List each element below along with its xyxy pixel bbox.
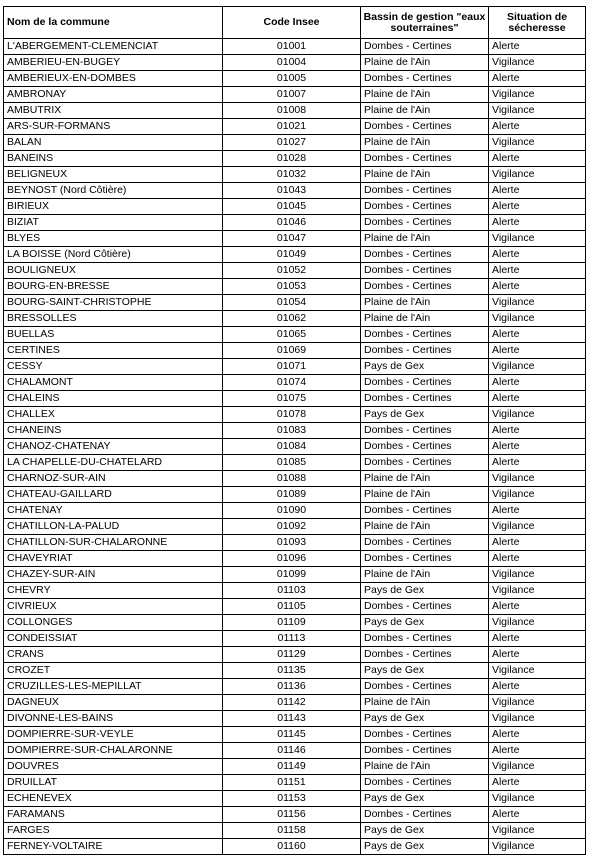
commune-name-cell: DRUILLAT: [4, 775, 223, 791]
basin-cell: Dombes - Certines: [361, 391, 489, 407]
basin-cell: Dombes - Certines: [361, 343, 489, 359]
table-row: [4, 567, 586, 583]
header-management-basin: Bassin de gestion "eaux souterraines": [361, 7, 489, 39]
commune-name-cell: ARS-SUR-FORMANS: [4, 119, 223, 135]
commune-name-cell: BELIGNEUX: [4, 167, 223, 183]
table-row: [4, 615, 586, 631]
commune-name-cell: DOUVRES: [4, 759, 223, 775]
basin-cell: Plaine de l'Ain: [361, 695, 489, 711]
insee-code-cell: 01062: [223, 311, 361, 327]
drought-status-cell: Vigilance: [489, 407, 586, 423]
insee-code-cell: 01158: [223, 823, 361, 839]
drought-status-cell: Alerte: [489, 647, 586, 663]
table-row: [4, 471, 586, 487]
table-row: [4, 455, 586, 471]
table-row: [4, 391, 586, 407]
commune-name-cell: COLLONGES: [4, 615, 223, 631]
drought-status-cell: Vigilance: [489, 55, 586, 71]
table-row: [4, 135, 586, 151]
commune-name-cell: BLYES: [4, 231, 223, 247]
commune-name-cell: BEYNOST (Nord Côtière): [4, 183, 223, 199]
insee-code-cell: 01090: [223, 503, 361, 519]
table-row: [4, 215, 586, 231]
insee-code-cell: 01078: [223, 407, 361, 423]
drought-status-cell: Alerte: [489, 247, 586, 263]
drought-status-cell: Alerte: [489, 679, 586, 695]
drought-status-cell: Vigilance: [489, 663, 586, 679]
insee-code-cell: 01007: [223, 87, 361, 103]
drought-status-cell: Alerte: [489, 391, 586, 407]
drought-status-cell: Vigilance: [489, 615, 586, 631]
commune-name-cell: CERTINES: [4, 343, 223, 359]
drought-status-cell: Vigilance: [489, 519, 586, 535]
table-row: [4, 167, 586, 183]
insee-code-cell: 01113: [223, 631, 361, 647]
basin-cell: Dombes - Certines: [361, 679, 489, 695]
drought-status-cell: Vigilance: [489, 567, 586, 583]
insee-code-cell: 01109: [223, 615, 361, 631]
drought-status-cell: Vigilance: [489, 839, 586, 855]
basin-cell: Dombes - Certines: [361, 263, 489, 279]
basin-cell: Dombes - Certines: [361, 647, 489, 663]
table-row: [4, 663, 586, 679]
drought-status-cell: Alerte: [489, 151, 586, 167]
insee-code-cell: 01103: [223, 583, 361, 599]
basin-cell: Dombes - Certines: [361, 71, 489, 87]
commune-name-cell: ECHENEVEX: [4, 791, 223, 807]
basin-cell: Pays de Gex: [361, 663, 489, 679]
insee-code-cell: 01001: [223, 39, 361, 55]
table-row: [4, 119, 586, 135]
basin-cell: Pays de Gex: [361, 583, 489, 599]
table-row: [4, 151, 586, 167]
basin-cell: Dombes - Certines: [361, 423, 489, 439]
basin-cell: Plaine de l'Ain: [361, 295, 489, 311]
commune-name-cell: CONDEISSIAT: [4, 631, 223, 647]
drought-status-cell: Vigilance: [489, 311, 586, 327]
table-row: [4, 519, 586, 535]
table-row: [4, 375, 586, 391]
basin-cell: Dombes - Certines: [361, 551, 489, 567]
basin-cell: Dombes - Certines: [361, 535, 489, 551]
insee-code-cell: 01054: [223, 295, 361, 311]
commune-name-cell: DAGNEUX: [4, 695, 223, 711]
basin-cell: Dombes - Certines: [361, 151, 489, 167]
commune-name-cell: BUELLAS: [4, 327, 223, 343]
basin-cell: Dombes - Certines: [361, 455, 489, 471]
drought-status-cell: Alerte: [489, 119, 586, 135]
basin-cell: Plaine de l'Ain: [361, 87, 489, 103]
drought-status-cell: Alerte: [489, 71, 586, 87]
commune-name-cell: CHATILLON-SUR-CHALARONNE: [4, 535, 223, 551]
insee-code-cell: 01052: [223, 263, 361, 279]
drought-status-cell: Vigilance: [489, 823, 586, 839]
basin-cell: Dombes - Certines: [361, 183, 489, 199]
drought-status-cell: Vigilance: [489, 87, 586, 103]
drought-status-cell: Alerte: [489, 375, 586, 391]
commune-name-cell: DOMPIERRE-SUR-CHALARONNE: [4, 743, 223, 759]
commune-name-cell: CHATENAY: [4, 503, 223, 519]
insee-code-cell: 01074: [223, 375, 361, 391]
commune-name-cell: AMBERIEUX-EN-DOMBES: [4, 71, 223, 87]
insee-code-cell: 01008: [223, 103, 361, 119]
table-row: [4, 71, 586, 87]
table-row: [4, 535, 586, 551]
table-row: [4, 695, 586, 711]
insee-code-cell: 01032: [223, 167, 361, 183]
drought-status-cell: Vigilance: [489, 103, 586, 119]
basin-cell: Pays de Gex: [361, 711, 489, 727]
basin-cell: Plaine de l'Ain: [361, 103, 489, 119]
table-row: [4, 743, 586, 759]
insee-code-cell: 01005: [223, 71, 361, 87]
commune-name-cell: LA BOISSE (Nord Côtière): [4, 247, 223, 263]
table-body: [4, 39, 586, 855]
commune-name-cell: CHAZEY-SUR-AIN: [4, 567, 223, 583]
commune-name-cell: CHAVEYRIAT: [4, 551, 223, 567]
table-row: [4, 87, 586, 103]
basin-cell: Dombes - Certines: [361, 215, 489, 231]
table-row: [4, 247, 586, 263]
drought-status-cell: Alerte: [489, 807, 586, 823]
basin-cell: Plaine de l'Ain: [361, 231, 489, 247]
insee-code-cell: 01149: [223, 759, 361, 775]
basin-cell: Dombes - Certines: [361, 775, 489, 791]
drought-status-cell: Alerte: [489, 215, 586, 231]
table-row: [4, 807, 586, 823]
table-row: [4, 679, 586, 695]
basin-cell: Pays de Gex: [361, 407, 489, 423]
commune-name-cell: CHALAMONT: [4, 375, 223, 391]
header-commune-name: Nom de la commune: [4, 7, 223, 39]
commune-name-cell: CHALEINS: [4, 391, 223, 407]
drought-status-cell: Vigilance: [489, 167, 586, 183]
table-row: [4, 823, 586, 839]
insee-code-cell: 01049: [223, 247, 361, 263]
basin-cell: Dombes - Certines: [361, 247, 489, 263]
commune-name-cell: AMBRONAY: [4, 87, 223, 103]
table-row: [4, 727, 586, 743]
drought-status-cell: Alerte: [489, 343, 586, 359]
basin-cell: Dombes - Certines: [361, 327, 489, 343]
table-row: [4, 503, 586, 519]
drought-status-cell: Alerte: [489, 535, 586, 551]
table-row: [4, 183, 586, 199]
insee-code-cell: 01004: [223, 55, 361, 71]
insee-code-cell: 01083: [223, 423, 361, 439]
drought-status-cell: Alerte: [489, 439, 586, 455]
commune-name-cell: CIVRIEUX: [4, 599, 223, 615]
basin-cell: Dombes - Certines: [361, 439, 489, 455]
drought-status-cell: Vigilance: [489, 487, 586, 503]
drought-status-cell: Vigilance: [489, 583, 586, 599]
commune-name-cell: CHATILLON-LA-PALUD: [4, 519, 223, 535]
drought-table-container: [3, 6, 585, 855]
insee-code-cell: 01156: [223, 807, 361, 823]
basin-cell: Dombes - Certines: [361, 743, 489, 759]
insee-code-cell: 01084: [223, 439, 361, 455]
commune-name-cell: BOURG-EN-BRESSE: [4, 279, 223, 295]
commune-name-cell: BOURG-SAINT-CHRISTOPHE: [4, 295, 223, 311]
commune-name-cell: L'ABERGEMENT-CLEMENCIAT: [4, 39, 223, 55]
insee-code-cell: 01093: [223, 535, 361, 551]
insee-code-cell: 01153: [223, 791, 361, 807]
insee-code-cell: 01160: [223, 839, 361, 855]
drought-status-cell: Alerte: [489, 39, 586, 55]
drought-status-cell: Vigilance: [489, 295, 586, 311]
basin-cell: Plaine de l'Ain: [361, 471, 489, 487]
commune-name-cell: CHANOZ-CHATENAY: [4, 439, 223, 455]
insee-code-cell: 01075: [223, 391, 361, 407]
insee-code-cell: 01046: [223, 215, 361, 231]
insee-code-cell: 01135: [223, 663, 361, 679]
basin-cell: Plaine de l'Ain: [361, 135, 489, 151]
table-row: [4, 343, 586, 359]
basin-cell: Plaine de l'Ain: [361, 759, 489, 775]
table-row: [4, 327, 586, 343]
drought-status-cell: Alerte: [489, 263, 586, 279]
insee-code-cell: 01129: [223, 647, 361, 663]
basin-cell: Dombes - Certines: [361, 631, 489, 647]
insee-code-cell: 01105: [223, 599, 361, 615]
table-row: [4, 551, 586, 567]
table-row: [4, 279, 586, 295]
commune-name-cell: LA CHAPELLE-DU-CHATELARD: [4, 455, 223, 471]
drought-status-cell: Alerte: [489, 503, 586, 519]
commune-name-cell: AMBERIEU-EN-BUGEY: [4, 55, 223, 71]
insee-code-cell: 01146: [223, 743, 361, 759]
commune-name-cell: CRANS: [4, 647, 223, 663]
basin-cell: Dombes - Certines: [361, 727, 489, 743]
insee-code-cell: 01136: [223, 679, 361, 695]
table-row: [4, 103, 586, 119]
table-row: [4, 775, 586, 791]
insee-code-cell: 01145: [223, 727, 361, 743]
insee-code-cell: 01099: [223, 567, 361, 583]
commune-name-cell: FARGES: [4, 823, 223, 839]
insee-code-cell: 01089: [223, 487, 361, 503]
basin-cell: Dombes - Certines: [361, 119, 489, 135]
basin-cell: Plaine de l'Ain: [361, 55, 489, 71]
drought-status-cell: Alerte: [489, 775, 586, 791]
header-drought-status: Situation de sécheresse: [489, 7, 586, 39]
insee-code-cell: 01096: [223, 551, 361, 567]
table-row: [4, 647, 586, 663]
commune-name-cell: DIVONNE-LES-BAINS: [4, 711, 223, 727]
commune-name-cell: BIZIAT: [4, 215, 223, 231]
table-row: [4, 263, 586, 279]
drought-status-cell: Alerte: [489, 423, 586, 439]
basin-cell: Dombes - Certines: [361, 375, 489, 391]
drought-status-cell: Alerte: [489, 455, 586, 471]
drought-status-cell: Vigilance: [489, 359, 586, 375]
drought-status-cell: Vigilance: [489, 711, 586, 727]
insee-code-cell: 01028: [223, 151, 361, 167]
header-insee-code: Code Insee: [223, 7, 361, 39]
table-row: [4, 599, 586, 615]
commune-name-cell: BIRIEUX: [4, 199, 223, 215]
basin-cell: Pays de Gex: [361, 823, 489, 839]
basin-cell: Dombes - Certines: [361, 599, 489, 615]
table-header: [4, 7, 586, 39]
commune-name-cell: FERNEY-VOLTAIRE: [4, 839, 223, 855]
insee-code-cell: 01088: [223, 471, 361, 487]
drought-status-cell: Alerte: [489, 727, 586, 743]
drought-status-cell: Alerte: [489, 199, 586, 215]
commune-name-cell: DOMPIERRE-SUR-VEYLE: [4, 727, 223, 743]
basin-cell: Dombes - Certines: [361, 199, 489, 215]
table-row: [4, 407, 586, 423]
insee-code-cell: 01092: [223, 519, 361, 535]
drought-status-cell: Alerte: [489, 743, 586, 759]
table-row: [4, 311, 586, 327]
commune-name-cell: CESSY: [4, 359, 223, 375]
basin-cell: Plaine de l'Ain: [361, 567, 489, 583]
table-row: [4, 631, 586, 647]
basin-cell: Dombes - Certines: [361, 39, 489, 55]
commune-name-cell: CHANEINS: [4, 423, 223, 439]
basin-cell: Pays de Gex: [361, 359, 489, 375]
drought-status-cell: Vigilance: [489, 135, 586, 151]
drought-status-cell: Alerte: [489, 599, 586, 615]
table-row: [4, 295, 586, 311]
commune-name-cell: BOULIGNEUX: [4, 263, 223, 279]
insee-code-cell: 01021: [223, 119, 361, 135]
drought-status-cell: Vigilance: [489, 695, 586, 711]
header-row: [4, 7, 586, 39]
drought-status-cell: Vigilance: [489, 791, 586, 807]
table-row: [4, 39, 586, 55]
drought-status-cell: Alerte: [489, 183, 586, 199]
commune-name-cell: CHEVRY: [4, 583, 223, 599]
commune-name-cell: BANEINS: [4, 151, 223, 167]
table-row: [4, 759, 586, 775]
commune-name-cell: FARAMANS: [4, 807, 223, 823]
basin-cell: Pays de Gex: [361, 791, 489, 807]
basin-cell: Dombes - Certines: [361, 503, 489, 519]
commune-name-cell: AMBUTRIX: [4, 103, 223, 119]
basin-cell: Dombes - Certines: [361, 807, 489, 823]
basin-cell: Plaine de l'Ain: [361, 487, 489, 503]
insee-code-cell: 01053: [223, 279, 361, 295]
drought-status-cell: Alerte: [489, 279, 586, 295]
table-row: [4, 231, 586, 247]
commune-name-cell: BRESSOLLES: [4, 311, 223, 327]
basin-cell: Plaine de l'Ain: [361, 311, 489, 327]
drought-status-cell: Alerte: [489, 327, 586, 343]
table-row: [4, 55, 586, 71]
basin-cell: Plaine de l'Ain: [361, 167, 489, 183]
drought-status-cell: Vigilance: [489, 759, 586, 775]
insee-code-cell: 01143: [223, 711, 361, 727]
insee-code-cell: 01027: [223, 135, 361, 151]
table-row: [4, 199, 586, 215]
insee-code-cell: 01065: [223, 327, 361, 343]
insee-code-cell: 01043: [223, 183, 361, 199]
drought-status-cell: Vigilance: [489, 471, 586, 487]
table-row: [4, 791, 586, 807]
drought-status-cell: Vigilance: [489, 231, 586, 247]
table-row: [4, 839, 586, 855]
commune-name-cell: CHARNOZ-SUR-AIN: [4, 471, 223, 487]
basin-cell: Pays de Gex: [361, 839, 489, 855]
drought-situation-table: [3, 6, 586, 855]
insee-code-cell: 01047: [223, 231, 361, 247]
drought-status-cell: Alerte: [489, 551, 586, 567]
table-row: [4, 711, 586, 727]
table-row: [4, 359, 586, 375]
insee-code-cell: 01142: [223, 695, 361, 711]
insee-code-cell: 01071: [223, 359, 361, 375]
drought-status-cell: Alerte: [489, 631, 586, 647]
commune-name-cell: CROZET: [4, 663, 223, 679]
commune-name-cell: CHATEAU-GAILLARD: [4, 487, 223, 503]
insee-code-cell: 01151: [223, 775, 361, 791]
table-row: [4, 583, 586, 599]
table-row: [4, 423, 586, 439]
basin-cell: Plaine de l'Ain: [361, 519, 489, 535]
commune-name-cell: CRUZILLES-LES-MEPILLAT: [4, 679, 223, 695]
commune-name-cell: CHALLEX: [4, 407, 223, 423]
table-row: [4, 439, 586, 455]
basin-cell: Pays de Gex: [361, 615, 489, 631]
basin-cell: Dombes - Certines: [361, 279, 489, 295]
insee-code-cell: 01045: [223, 199, 361, 215]
insee-code-cell: 01069: [223, 343, 361, 359]
commune-name-cell: BALAN: [4, 135, 223, 151]
insee-code-cell: 01085: [223, 455, 361, 471]
table-row: [4, 487, 586, 503]
